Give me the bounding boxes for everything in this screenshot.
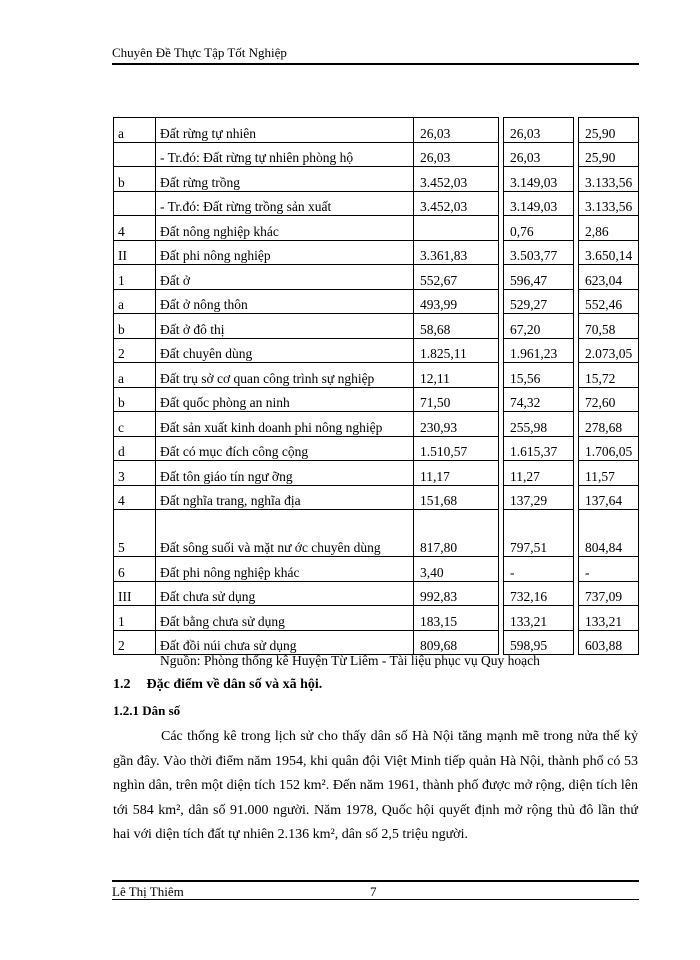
row-name: Đất có mục đích công cộng: [156, 436, 414, 461]
row-value-2: 1.615,37: [504, 436, 574, 461]
row-name: Đất đồi núi chưa sử dụng: [156, 630, 414, 655]
row-name: - Tr.đó: Đất rừng tự nhiên phòng hộ: [156, 142, 414, 167]
row-value-1: 26,03: [414, 118, 499, 143]
row-code: [114, 191, 156, 216]
row-value-2: 1.961,23: [504, 338, 574, 363]
table-row: [114, 387, 639, 412]
row-code: a: [114, 118, 156, 143]
table-row: [114, 485, 639, 510]
row-value-3: 70,58: [579, 314, 639, 339]
footer-author: Lê Thị Thiêm: [112, 884, 184, 899]
row-value-2: 67,20: [504, 314, 574, 339]
row-value-1: 3.361,83: [414, 240, 499, 265]
section-title: Đặc điểm về dân số và xã hội.: [146, 677, 323, 692]
row-value-3: 804,84: [579, 510, 639, 557]
row-value-2: 26,03: [504, 142, 574, 167]
row-value-1: 1.825,11: [414, 338, 499, 363]
subsection-heading: 1.2.1 Dân số: [113, 703, 181, 718]
row-value-1: [414, 216, 499, 241]
row-code: III: [114, 581, 156, 606]
section-heading: [113, 677, 322, 693]
table-row: [114, 412, 639, 437]
row-code: 6: [114, 557, 156, 582]
row-code: b: [114, 314, 156, 339]
row-value-3: 133,21: [579, 606, 639, 631]
row-name: Đất phi nông nghiệp khác: [156, 557, 414, 582]
row-code: 1: [114, 265, 156, 290]
row-value-2: 15,56: [504, 363, 574, 388]
row-value-1: 12,11: [414, 363, 499, 388]
table-source-note: Nguồn: Phòng thống kê Huyện Từ Liêm - Tài liệu phục vụ Quy hoạch: [160, 653, 540, 668]
row-value-2: 255,98: [504, 412, 574, 437]
row-value-1: 3,40: [414, 557, 499, 582]
table-row: [114, 118, 639, 143]
footer-page-number: 7: [370, 884, 377, 899]
row-value-3: 278,68: [579, 412, 639, 437]
row-value-1: 493,99: [414, 289, 499, 314]
row-code: 3: [114, 461, 156, 486]
row-value-1: 11,17: [414, 461, 499, 486]
page-header: Chuyên Đề Thực Tập Tốt Nghiệp: [112, 45, 287, 60]
land-use-table: [113, 117, 639, 655]
footer-divider-bottom: [112, 899, 639, 900]
header-divider: [112, 63, 639, 65]
row-value-3: 2.073,05: [579, 338, 639, 363]
row-value-3: 15,72: [579, 363, 639, 388]
row-name: Đất tôn giáo tín ngư ỡng: [156, 461, 414, 486]
table-row: [114, 142, 639, 167]
row-value-2: 11,27: [504, 461, 574, 486]
table-row: [114, 314, 639, 339]
table-row: [114, 240, 639, 265]
row-name: Đất nghĩa trang, nghĩa địa: [156, 485, 414, 510]
row-value-2: 797,51: [504, 510, 574, 557]
row-code: b: [114, 387, 156, 412]
table-row: [114, 581, 639, 606]
row-value-2: 3.503,77: [504, 240, 574, 265]
row-code: c: [114, 412, 156, 437]
row-value-1: 230,93: [414, 412, 499, 437]
row-value-2: 596,47: [504, 265, 574, 290]
row-name: Đất rừng trồng: [156, 167, 414, 192]
row-value-1: 3.452,03: [414, 167, 499, 192]
row-name: Đất chuyên dùng: [156, 338, 414, 363]
row-value-2: 529,27: [504, 289, 574, 314]
row-value-2: 3.149,03: [504, 167, 574, 192]
row-value-1: 151,68: [414, 485, 499, 510]
row-value-1: 58,68: [414, 314, 499, 339]
row-value-3: 25,90: [579, 142, 639, 167]
row-value-3: 603,88: [579, 630, 639, 655]
land-use-table-body: [114, 118, 639, 655]
row-name: Đất sản xuất kinh doanh phi nông nghiệp: [156, 412, 414, 437]
row-value-2: 3.149,03: [504, 191, 574, 216]
table-row: [114, 338, 639, 363]
row-value-1: 552,67: [414, 265, 499, 290]
row-name: Đất rừng tự nhiên: [156, 118, 414, 143]
row-name: Đất ở đô thị: [156, 314, 414, 339]
row-value-3: 3.133,56: [579, 191, 639, 216]
row-value-1: 71,50: [414, 387, 499, 412]
row-value-3: 623,04: [579, 265, 639, 290]
table-row: [114, 436, 639, 461]
row-value-3: 3.650,14: [579, 240, 639, 265]
table-row: [114, 265, 639, 290]
row-code: [114, 142, 156, 167]
row-name: Đất nông nghiệp khác: [156, 216, 414, 241]
row-name: Đất phi nông nghiệp: [156, 240, 414, 265]
row-value-2: 133,21: [504, 606, 574, 631]
table-row: [114, 289, 639, 314]
row-value-3: 552,46: [579, 289, 639, 314]
footer-divider: [112, 880, 639, 882]
row-value-2: -: [504, 557, 574, 582]
table-row: [114, 606, 639, 631]
row-code: 4: [114, 216, 156, 241]
row-value-2: 598,95: [504, 630, 574, 655]
table-row: [114, 216, 639, 241]
row-value-2: 732,16: [504, 581, 574, 606]
row-name: Đất chưa sử dụng: [156, 581, 414, 606]
body-paragraph: Các thống kê trong lịch sử cho thấy dân số Hà Nội tăng mạnh mẽ trong nửa thế kỷ gần đây. Vào thời điểm năm 1954, khi quân đội Việt Minh tiếp quản Hà Nội, thành phố có 53 nghìn dân, trên một diện tích 152 km². Đến năm 1961, thành phố được mở rộng, diện tích lên tới 584 km², dân số 91.000 người. Năm 1978, Quốc hội quyết định mở rộng thủ đô lần thứ hai với diện tích đất tự nhiên 2.136 km², dân số 2,5 triệu người.: [113, 729, 638, 842]
row-value-3: 11,57: [579, 461, 639, 486]
row-name: Đất trụ sở cơ quan công trình sự nghiệp: [156, 363, 414, 388]
table-row: [114, 191, 639, 216]
table-row: [114, 557, 639, 582]
table-row: [114, 167, 639, 192]
row-value-2: 26,03: [504, 118, 574, 143]
row-name: - Tr.đó: Đất rừng trồng sản xuất: [156, 191, 414, 216]
row-value-3: 737,09: [579, 581, 639, 606]
row-value-1: 992,83: [414, 581, 499, 606]
table-row: [114, 510, 639, 557]
row-value-1: 3.452,03: [414, 191, 499, 216]
row-value-3: 25,90: [579, 118, 639, 143]
table-row: [114, 630, 639, 655]
row-value-1: 1.510,57: [414, 436, 499, 461]
row-code: a: [114, 289, 156, 314]
row-value-1: 183,15: [414, 606, 499, 631]
row-name: Đất ở nông thôn: [156, 289, 414, 314]
row-value-3: -: [579, 557, 639, 582]
row-code: a: [114, 363, 156, 388]
table-row: [114, 461, 639, 486]
row-code: 4: [114, 485, 156, 510]
section-number: 1.2: [113, 677, 131, 692]
row-code: 2: [114, 630, 156, 655]
row-value-3: 2,86: [579, 216, 639, 241]
row-value-1: 809,68: [414, 630, 499, 655]
row-value-3: 137,64: [579, 485, 639, 510]
row-value-2: 137,29: [504, 485, 574, 510]
row-value-2: 0,76: [504, 216, 574, 241]
row-value-3: 3.133,56: [579, 167, 639, 192]
row-value-1: 26,03: [414, 142, 499, 167]
table-row: [114, 363, 639, 388]
row-name: Đất ở: [156, 265, 414, 290]
row-name: Đất sông suối và mặt nư ớc chuyên dùng: [156, 510, 414, 557]
row-value-3: 72,60: [579, 387, 639, 412]
row-code: 1: [114, 606, 156, 631]
row-name: Đất bằng chưa sử dụng: [156, 606, 414, 631]
row-code: d: [114, 436, 156, 461]
row-value-3: 1.706,05: [579, 436, 639, 461]
row-code: II: [114, 240, 156, 265]
row-value-2: 74,32: [504, 387, 574, 412]
row-name: Đất quốc phòng an ninh: [156, 387, 414, 412]
row-code: 2: [114, 338, 156, 363]
row-code: 5: [114, 510, 156, 557]
row-value-1: 817,80: [414, 510, 499, 557]
row-code: b: [114, 167, 156, 192]
